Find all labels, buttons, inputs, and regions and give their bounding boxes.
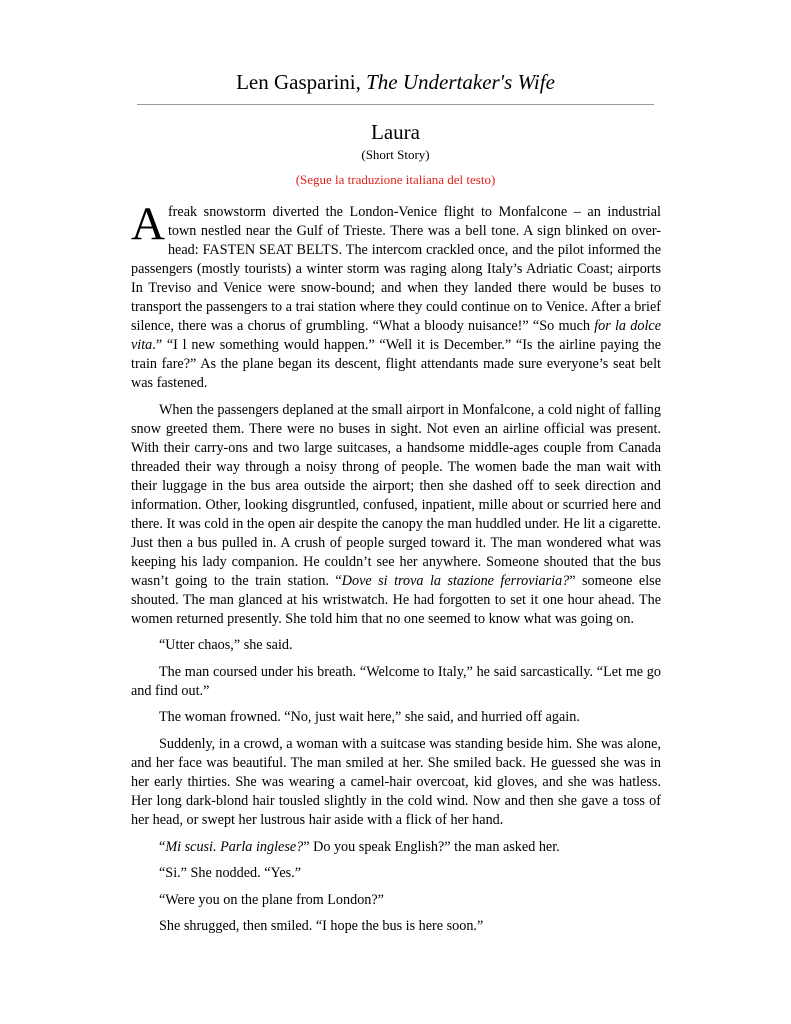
- running-header: [0, 68, 791, 96]
- paragraph-8: “Si.” She nodded. “Yes.”: [159, 865, 301, 882]
- author-name: Len Gasparini,: [236, 70, 367, 94]
- paragraph-text: When the passengers deplaned at the small airport in Monfalcone, a cold night of falling snow greeted them. There were no buses in sight. Not even an airline official was present. With their carry-ons and two large suitcases, a handsome middle-ages couple from Canada threaded their way through a noisy throng of people. The women bade the man wait with their luggage in the bus area outside the airport; then she dashed off to seek direction and information. Other, looking disgruntled, confused, inpatient, mille about or scurried here and there. It was cold in the open air despite the canopy the man huddled under. He lit a cigarette. Just then a bus pulled in. A crush of people surged toward it. The man wondered what was keeping his lady companion. He couldn’t see her anywhere. Someone shouted that the bus wasn’t going to the train station. “: [131, 401, 661, 589]
- story-body: [131, 198, 661, 944]
- story-title: Laura: [371, 120, 420, 144]
- italic-phrase: Mi scusi. Parla inglese?: [165, 838, 304, 855]
- paragraph-text: “: [159, 838, 166, 855]
- paragraph-5: The woman frowned. “No, just wait here,” she said, and hurried off again.: [159, 709, 580, 726]
- paragraph-2: [131, 401, 661, 629]
- paragraph-1: [131, 198, 661, 393]
- book-title: The Undertaker's Wife: [366, 70, 555, 94]
- paragraph-3: “Utter chaos,” she said.: [159, 637, 293, 654]
- italic-phrase: Dove si trova la stazione ferroviaria?: [341, 572, 570, 589]
- italic-phrase: for la dolce vita: [131, 318, 661, 353]
- paragraph-10: She shrugged, then smiled. “I hope the bus is here soon.”: [159, 918, 484, 935]
- story-subtitle: (Short Story): [361, 147, 430, 162]
- drop-cap: A: [131, 198, 165, 250]
- paragraph-6: Suddenly, in a crowd, a woman with a suitcase was standing beside him. She was alone, and her face was beautiful. The man smiled at her. She smiled back. He guessed she was in her early thirties. She was wearing a camel-hair overcoat, kid gloves, and she was hatless. Her long dark-blond hair tousled slightly in the cold wind. Now and then she gave a toss of her head, or swept her lustrous hair aside with a flick of her hand.: [131, 735, 661, 828]
- paragraph-text: ” someone else shouted. The man glanced at his wristwatch. He had forgotten to set it one hour ahead. The women returned presently. She told him that no one seemed to know what was going on.: [131, 572, 661, 627]
- paragraph-7: [131, 838, 661, 857]
- paragraph-4: The man coursed under his breath. “Welcome to Italy,” he said sarcastically. “Let me go and find out.”: [131, 663, 661, 699]
- paragraph-text: .” “I l new something would happen.” “Well it is December.” “Is the airline paying the train fare?” As the plane began its descent, flight attendants made sure everyone’s seat belt was fastened.: [131, 337, 661, 391]
- paragraph-text: ” Do you speak English?” the man asked her.: [303, 838, 560, 855]
- header-divider: [137, 104, 654, 105]
- paragraph-text: freak snowstorm diverted the London-Venice flight to Monfalcone – an industrial town nestled near the Gulf of Trieste. There was a bell tone. A sign blinked on over-head: FASTEN SEAT BELTS. The intercom crackled once, and the pilot informed the passengers (mostly tourists) a winter storm was raging along Italy’s Adriatic Coast; airports In Treviso and Venice were snow-bound; and when they landed there would be buses to transport the passengers to a trai station where they could continue on to Venice. After a brief silence, there was a chorus of grumbling. “What a bloody nuisance!” “So much: [131, 204, 661, 334]
- paragraph-9: “Were you on the plane from London?”: [159, 891, 384, 908]
- translation-note: (Segue la traduzione italiana del testo): [295, 172, 496, 187]
